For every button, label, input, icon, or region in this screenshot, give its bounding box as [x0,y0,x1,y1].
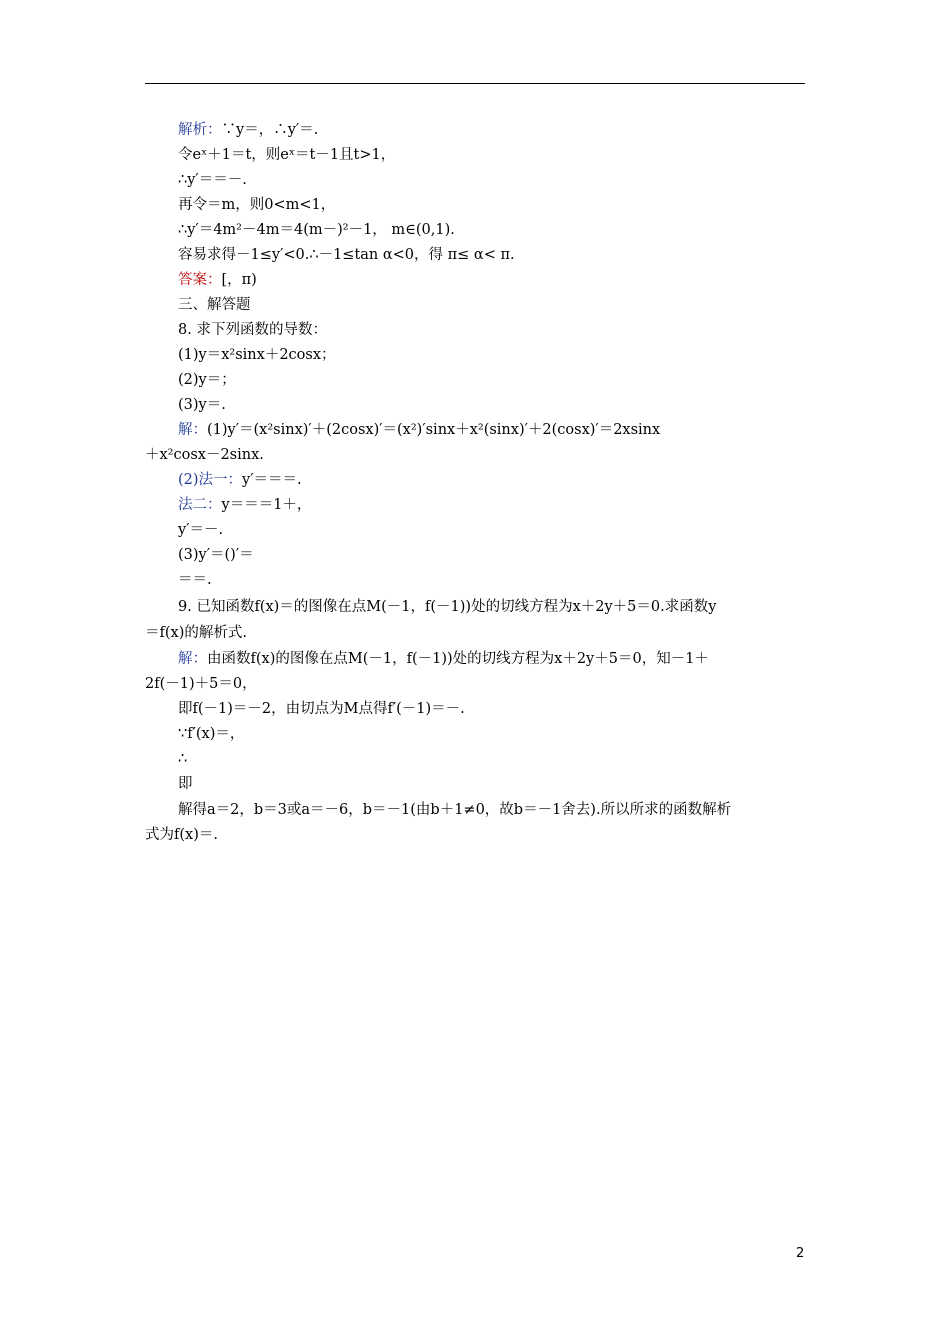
text-line: ∵f′(x)＝， [178,726,245,742]
text-line: 解析：∵y＝，∴y′＝. [178,122,319,138]
header-rule [145,83,805,84]
text-line: (3)y＝. [178,397,226,413]
text-line: 容易求得－1≤y′<0.∴－1≤tan α<0，得 π≤ α< π. [178,247,515,263]
label-method-1: (2)法一： [178,472,243,488]
label-answer: 答案： [178,272,222,288]
text-line: ＝f(x)的解析式. [145,625,247,641]
label-solution: 解： [178,422,207,438]
text-line: 式为f(x)＝. [145,827,218,843]
text-line: 2f(－1)＋5＝0， [145,676,257,692]
text-line: 令eˣ＋1＝t，则eˣ＝t－1且t>1， [178,147,396,163]
text-line: 答案：[，π) [178,272,257,288]
text-line: 即f(－1)＝－2，由切点为M点得f′(－1)＝－. [178,701,465,717]
question-9: 9. 已知函数f(x)＝的图像在点M(－1，f(－1))处的切线方程为x＋2y＋5＝0.求函数y [178,599,717,615]
text-line: ∴y′＝＝－. [178,172,247,188]
text-line: (2)法一：y′＝＝＝. [178,472,302,488]
question-8: 8. 求下列函数的导数： [178,322,327,338]
text-line: ∴ [178,751,188,767]
label-solution: 解： [178,651,207,667]
section-heading: 三、解答题 [178,297,251,313]
text-line: (2)y＝； [178,372,236,388]
text-line: 解：(1)y′＝(x²sinx)′＋(2cosx)′＝(x²)′sinx＋x²(sinx)′＋2(cosx)′＝2xsinx [178,422,661,438]
label-method-2: 法二： [178,497,222,513]
text-line: 解：由函数f(x)的图像在点M(－1，f(－1))处的切线方程为x＋2y＋5＝0，知－1＋ [178,651,709,667]
label-analysis: 解析： [178,122,222,138]
text-line: ∴y′＝4m²－4m＝4(m－)²－1， m∈(0,1). [178,222,455,238]
text-line: 再令＝m，则0<m<1， [178,197,336,213]
text-line: 法二：y＝＝＝1＋， [178,497,312,513]
text-line: ＋x²cosx－2sinx. [145,447,264,463]
text-line: (1)y＝x²sinx＋2cosx； [178,347,336,363]
text-line: ＝＝. [178,572,212,588]
page-number: 2 [796,1246,805,1261]
text-line: 即 [178,776,193,792]
text-line: 解得a＝2，b＝3或a＝－6，b＝－1(由b＋1≠0，故b＝－1舍去).所以所求的函数解析 [178,802,732,818]
text-line: y′＝－. [178,522,224,538]
text-line: (3)y′＝()′＝ [178,547,254,563]
